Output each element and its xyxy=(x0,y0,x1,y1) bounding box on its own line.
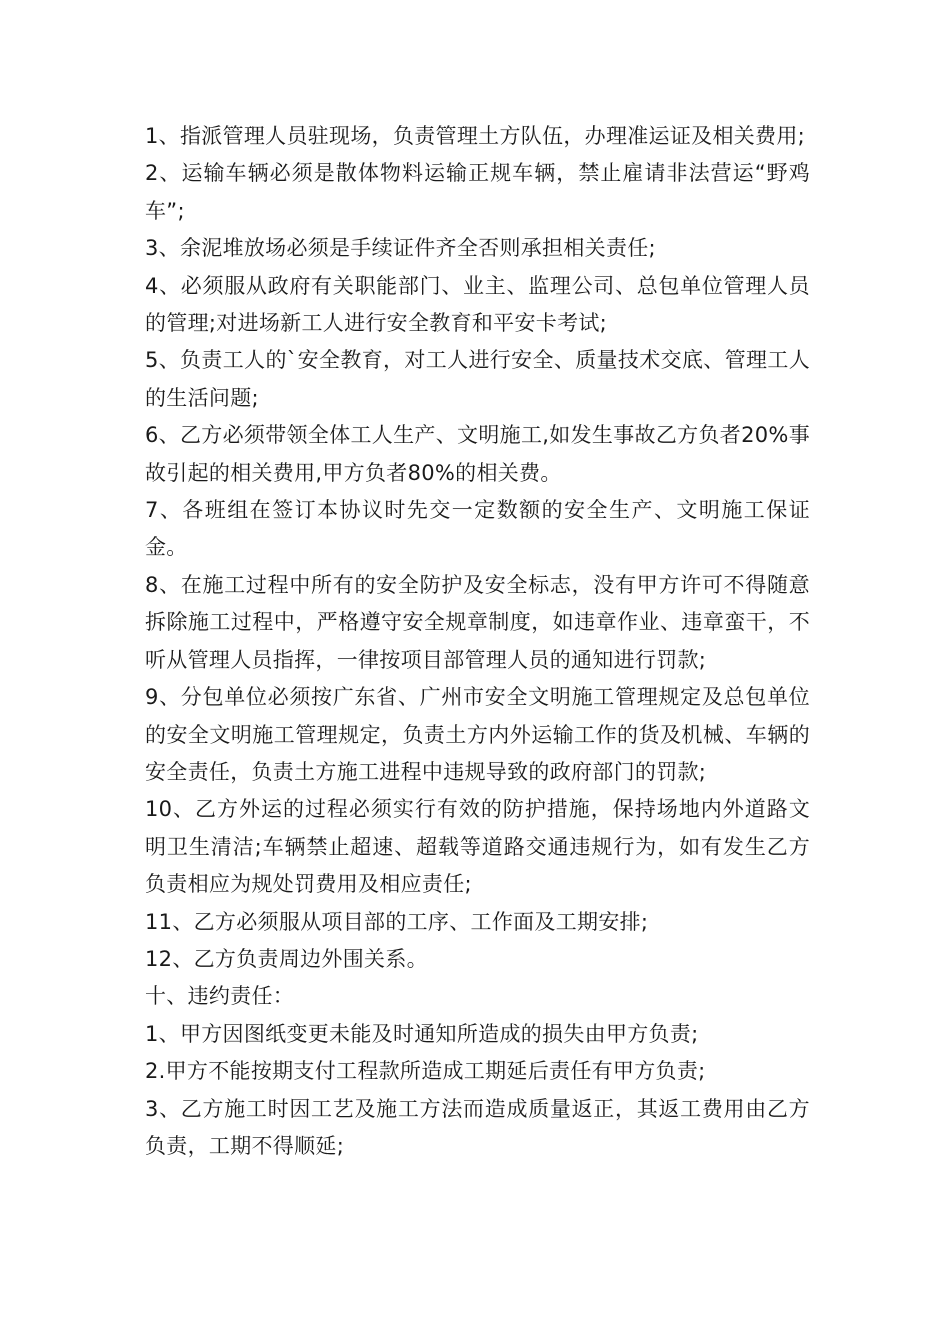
clause-paragraph: 1、指派管理人员驻现场，负责管理土方队伍，办理准运证及相关费用; xyxy=(145,124,806,148)
clause-paragraph: 11、乙方必须服从项目部的工序、工作面及工期安排; xyxy=(145,909,649,934)
section-heading: 十、违约责任： xyxy=(145,984,295,1009)
clause-paragraph: 9、分包单位必须按广东省、广州市安全文明施工管理规定及总包单位的安全文明施工管理规定，负责土方内外运输工作的货及机械、车辆的安全责任，负责土方施工进程中违规导致的政府部门的罚款; xyxy=(145,685,810,784)
clause-paragraph: 2、运输车辆必须是散体物料运输正规车辆，禁止雇请非法营运“野鸡车”; xyxy=(145,161,810,223)
clause-paragraph: 3、乙方施工时因工艺及施工方法而造成质量返正，其返工费用由乙方负责，工期不得顺延; xyxy=(145,1096,810,1158)
clause-paragraph: 8、在施工过程中所有的安全防护及安全标志，没有甲方许可不得随意拆除施工过程中，严格遵守安全规章制度，如违章作业、违章蛮干，不听从管理人员指挥，一律按项目部管理人员的通知进行罚款; xyxy=(145,572,810,672)
clause-paragraph: 4、必须服从政府有关职能部门、业主、监理公司、总包单位管理人员的管理;对进场新工人进行安全教育和平安卡考试; xyxy=(145,273,810,336)
clause-paragraph: 12、乙方负责周边外围关系。 xyxy=(145,946,428,971)
clause-paragraph: 5、负责工人的`安全教育，对工人进行安全、质量技术交底、管理工人的生活问题; xyxy=(145,348,810,410)
document-body xyxy=(145,118,810,1165)
clause-paragraph: 1、甲方因图纸变更未能及时通知所造成的损失由甲方负责; xyxy=(145,1021,699,1046)
clause-paragraph: 10、乙方外运的过程必须实行有效的防护措施，保持场地内外道路文明卫生清洁;车辆禁止超速、超载等道路交通违规行为，如有发生乙方负责相应为规处罚费用及相应责任; xyxy=(145,797,810,897)
clause-paragraph: 2.甲方不能按期支付工程款所造成工期延后责任有甲方负责; xyxy=(145,1059,706,1084)
clause-paragraph: 7、各班组在签订本协议时先交一定数额的安全生产、文明施工保证金。 xyxy=(145,498,810,560)
clause-paragraph: 3、余泥堆放场必须是手续证件齐全否则承担相关责任; xyxy=(145,236,656,261)
clause-paragraph: 6、乙方必须带领全体工人生产、文明施工,如发生事故乙方负者20%事故引起的相关费用,甲方负者80%的相关费。 xyxy=(145,423,810,485)
